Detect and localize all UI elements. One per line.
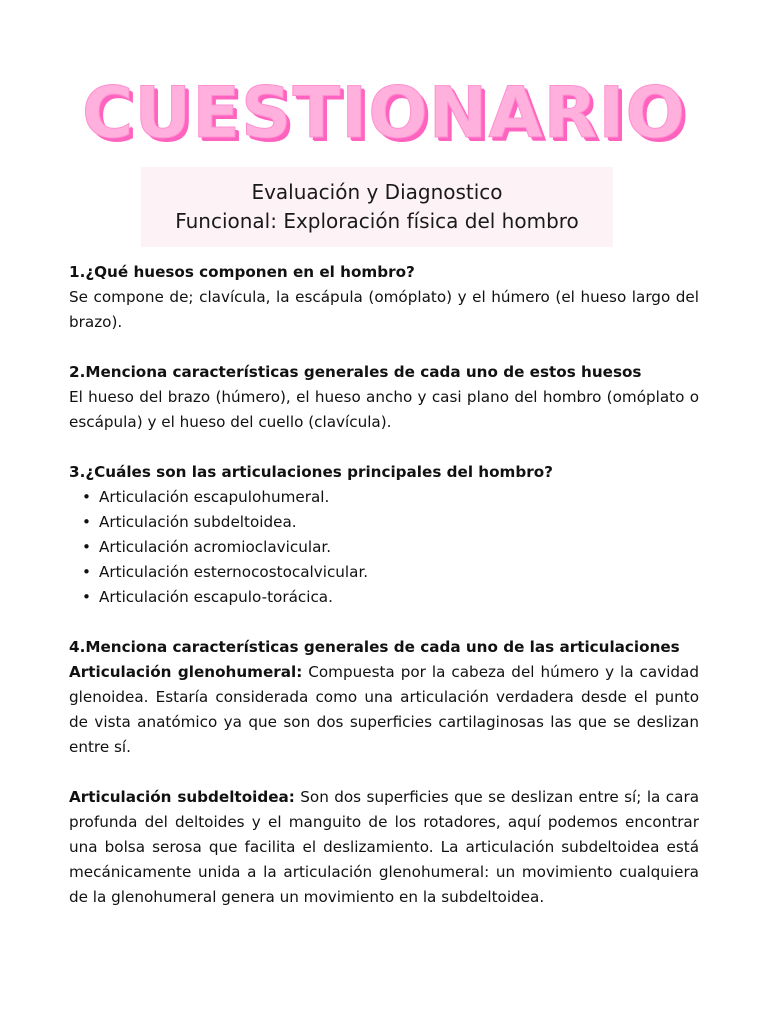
joints-list [69,485,699,610]
subdeltoidea-text: Son dos superficies que se deslizan entre sí; la cara profunda del deltoides y el manguito de los rotadores, aquí podemos encontrar una bolsa serosa que facilita el deslizamiento. La articulación subdeltoidea está mecánicamente unida a la articulación glenohumeral: un movimiento cualquiera de la glenohumeral genera un movimiento en la subdeltoidea. [69,788,700,906]
question-3: 3.¿Cuáles son las articulaciones principales del hombro? [69,463,553,481]
title-container [0,72,768,154]
question-2: 2.Menciona características generales de cada uno de estos huesos [69,363,642,381]
subtitle-line-1: Evaluación y Diagnostico [251,180,503,204]
main-title: CUESTIONARIO [82,72,686,154]
question-4: 4.Menciona características generales de cada uno de las articulaciones [69,638,680,656]
list-item: • Articulación subdeltoidea. [99,510,699,535]
glenohumeral-text: Compuesta por la cabeza del húmero y la cavidad glenoidea. Estaría considerada como una articulación verdadera desde el punto de vista anatómico ya que son dos superficies cartilaginosas las que se deslizan entre sí. [69,663,699,756]
list-item: • Articulación escapulohumeral. [99,485,699,510]
subtitle-box [141,167,613,247]
subtitle-line-2: Funcional: Exploración física del hombro [175,209,579,233]
answer-1: Se compone de; clavícula, la escápula (omóplato) y el húmero (el hueso largo del brazo). [69,288,699,331]
glenohumeral-term: Articulación glenohumeral: [69,663,303,681]
list-item: • Articulación esternocostocalvicular. [99,560,699,585]
questionnaire-body [69,260,699,910]
subdeltoidea-term: Articulación subdeltoidea: [69,788,295,806]
list-item: • Articulación escapulo-torácica. [99,585,699,610]
answer-4-subdeltoidea [69,785,699,910]
question-1: 1.¿Qué huesos componen en el hombro? [69,263,415,281]
list-item: • Articulación acromioclavicular. [99,535,699,560]
answer-2: El hueso del brazo (húmero), el hueso ancho y casi plano del hombro (omóplato o escápula) y el hueso del cuello (clavícula). [69,388,699,431]
answer-4-glenohumeral [69,660,699,760]
